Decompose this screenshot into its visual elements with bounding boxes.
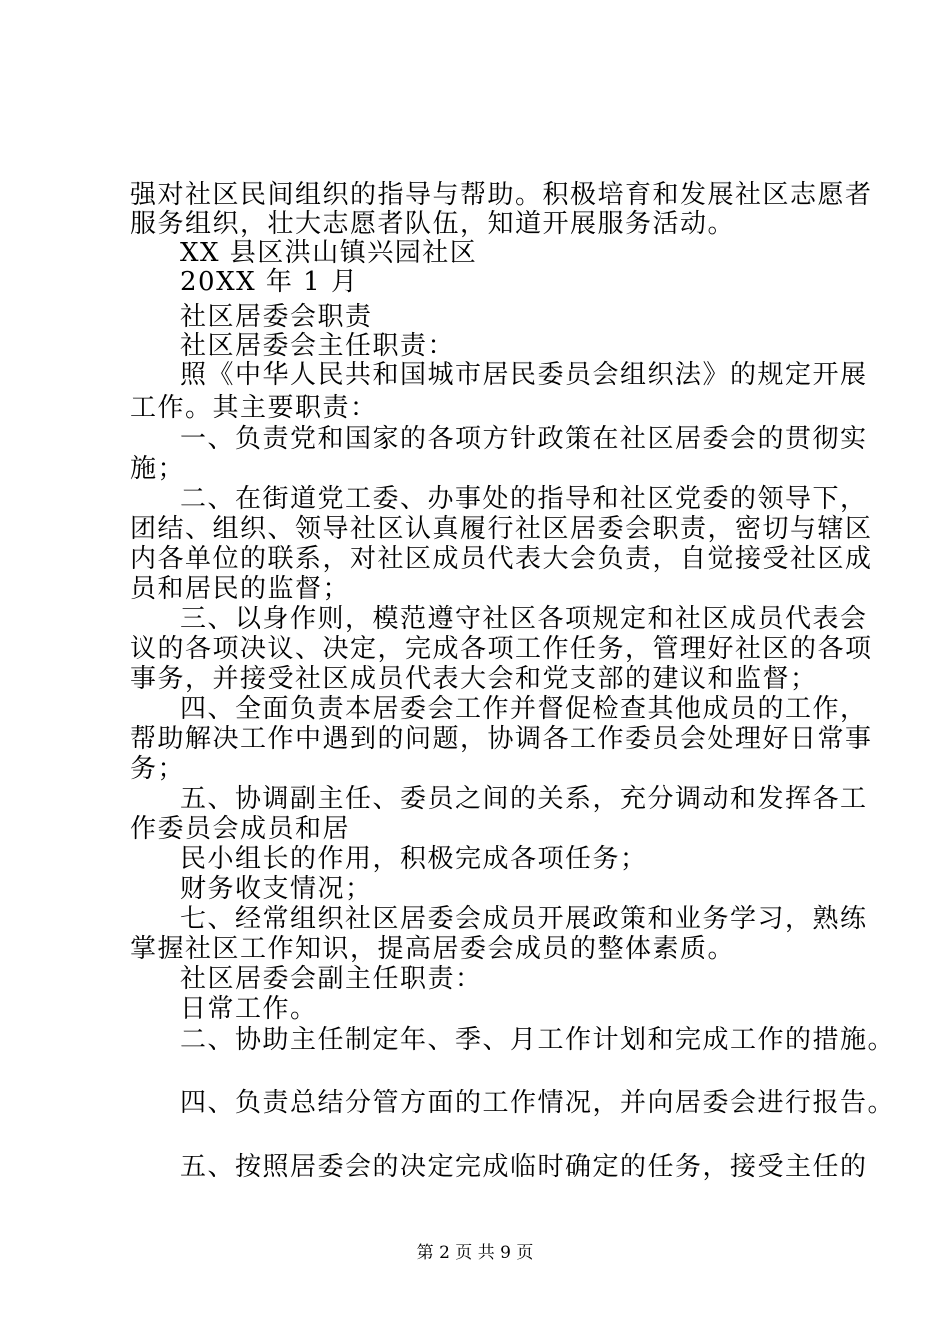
text-line: 强对社区民间组织的指导与帮助。积极培育和发展社区志愿者 [130, 180, 873, 210]
text-line: 四、全面负责本居委会工作并督促检查其他成员的工作， [180, 694, 868, 724]
text-line: 务； [130, 754, 186, 784]
text-line: 20XX 年 1 月 [180, 267, 359, 297]
text-line: 三、以身作则，模范遵守社区各项规定和社区成员代表会 [180, 604, 868, 634]
text-line: 日常工作。 [180, 994, 318, 1024]
section-heading: 社区居委会主任职责： [180, 331, 456, 361]
text-line: 帮助解决工作中遇到的问题，协调各工作委员会处理好日常事 [130, 724, 873, 754]
text-line: 员和居民的监督； [130, 574, 351, 604]
page-number: 第 2 页 共 9 页 [416, 1243, 534, 1263]
section-heading: 社区居委会副主任职责： [180, 964, 483, 994]
section-heading: 社区居委会职责 [180, 302, 373, 332]
text-line: 二、在街道党工委、办事处的指导和社区党委的领导下， [180, 484, 868, 514]
text-line: 七、经常组织社区居委会成员开展政策和业务学习，熟练 [180, 904, 868, 934]
text-line: 事务，并接受社区成员代表大会和党支部的建议和监督； [130, 664, 818, 694]
text-line: 五、按照居委会的决定完成临时确定的任务，接受主任的 [180, 1152, 868, 1182]
text-line: 作委员会成员和居 [130, 814, 351, 844]
text-line: 工作。其主要职责： [130, 393, 378, 423]
text-line: 施； [130, 454, 186, 484]
text-line: 掌握社区工作知识，提高居委会成员的整体素质。 [130, 934, 736, 964]
text-line: 议的各项决议、决定，完成各项工作任务，管理好社区的各项 [130, 634, 873, 664]
page-footer [0, 1243, 950, 1263]
text-line: 团结、组织、领导社区认真履行社区居委会职责，密切与辖区 [130, 514, 873, 544]
text-line: 照《中华人民共和国城市居民委员会组织法》的规定开展 [180, 360, 868, 390]
text-line: 民小组长的作用，积极完成各项任务； [180, 844, 648, 874]
text-line: 二、协助主任制定年、季、月工作计划和完成工作的措施。 [180, 1025, 896, 1055]
text-line: 内各单位的联系，对社区成员代表大会负责，自觉接受社区成 [130, 544, 873, 574]
text-line: 服务组织，壮大志愿者队伍，知道开展服务活动。 [130, 209, 736, 239]
text-line: 五、协调副主任、委员之间的关系，充分调动和发挥各工 [180, 784, 868, 814]
text-line: XX 县区洪山镇兴园社区 [180, 238, 478, 268]
text-line: 一、负责党和国家的各项方针政策在社区居委会的贯彻实 [180, 424, 868, 454]
text-line: 四、负责总结分管方面的工作情况，并向居委会进行报告。 [180, 1088, 896, 1118]
text-line: 财务收支情况； [180, 874, 373, 904]
